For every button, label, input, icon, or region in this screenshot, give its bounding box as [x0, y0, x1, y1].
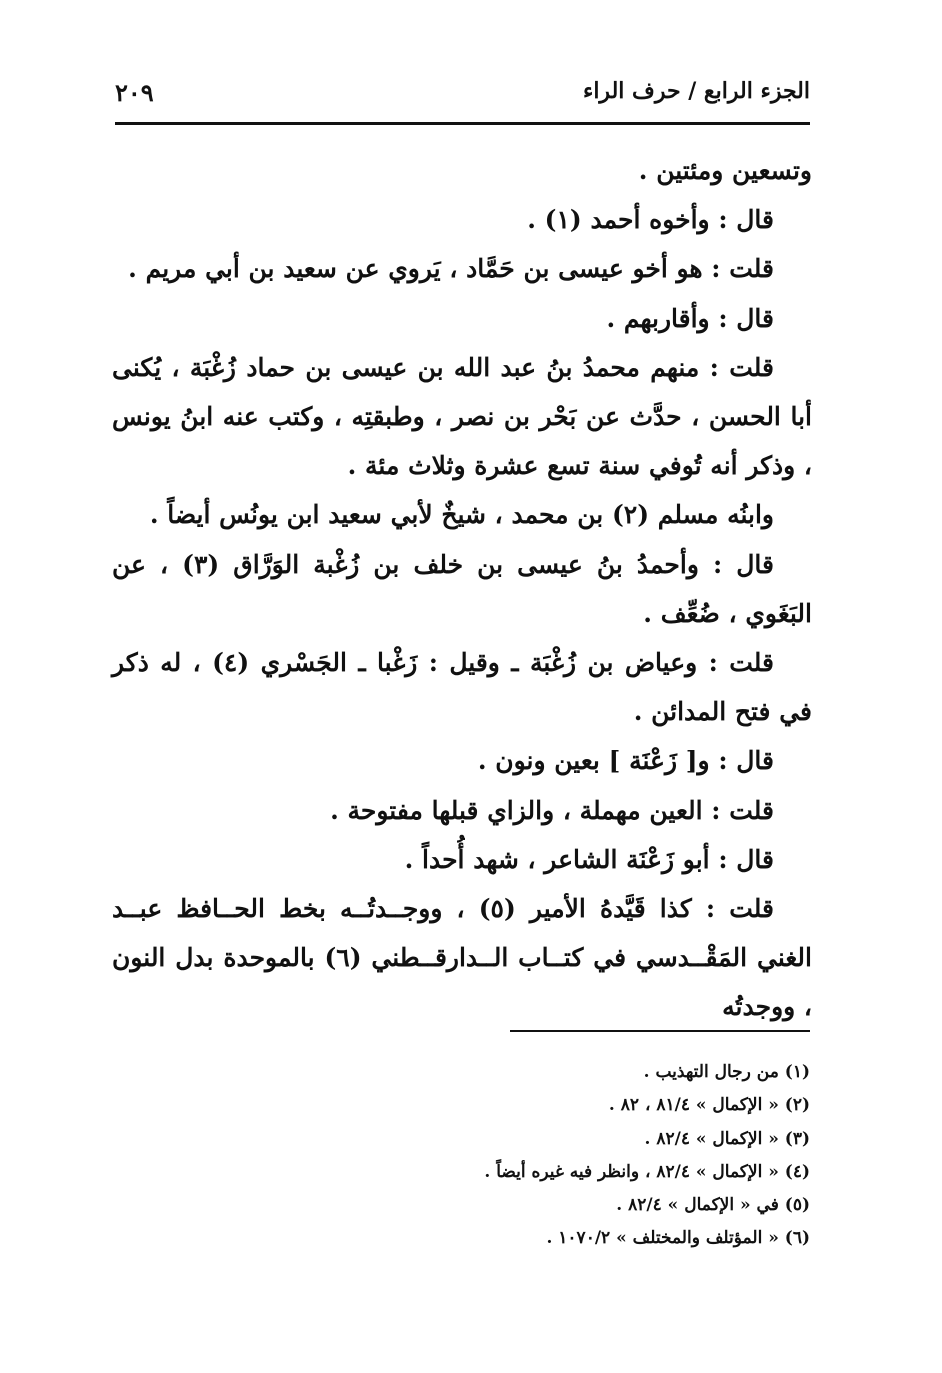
paragraph: قلت : العين مهملة ، والزاي قبلها مفتوحة . — [330, 795, 774, 825]
footnote: (٣) « الإكمال » ٨٢/٤ . — [644, 1128, 810, 1149]
paragraph: وابنُه مسلم (٢) بن محمد ، شيخٌ لأبي سعيد ابن يونُس أيضاً . — [149, 500, 774, 530]
paragraph: قال : وأحمدُ بنُ عيسى بن خلف بن زُغْبة الوَرَّاق (٣) ، عن البَغَوي ، ضُعِّف . — [112, 549, 812, 628]
footnote: (٤) « الإكمال » ٨٢/٤ ، وانظر فيه غيره أيضاً . — [484, 1161, 810, 1182]
paragraph: قال : وأقاربهم . — [606, 303, 774, 333]
page-header — [115, 78, 810, 118]
running-title: الجزء الرابع / حرف الراء — [582, 78, 810, 104]
page-number: ٢٠٩ — [115, 78, 154, 107]
paragraph: قال : أبو زَعْنَة الشاعر ، شهد أُحداً . — [404, 844, 774, 874]
footnotes — [112, 1056, 810, 1256]
footnote-separator — [510, 1030, 810, 1032]
paragraph: قلت : وعياض بن زُغْبَة ـ وقيل : زَغْبا ـ الجَسْري (٤) ، له ذكر في فتح المدائن . — [112, 648, 812, 727]
paragraph: وتسعين ومئتين . — [638, 156, 812, 185]
footnote: (١) من رجال التهذيب . — [643, 1062, 810, 1082]
paragraph: قلت : منهم محمدُ بنُ عبد الله بن عيسى بن حماد زُغْبَة ، يُكنى أبا الحسن ، حدَّث عن بَحْر بن نصر ، وطبقتِه ، وكتب عنه ابنُ يونس ، وذكر أنه تُوفي سنة تسع عشرة وثلاث مئة . — [112, 352, 812, 481]
header-rule — [115, 122, 810, 125]
paragraph: قال : و[ زَعْنَة ] بعين ونون . — [477, 746, 774, 776]
paragraph: قال : وأخوه أحمد (١) . — [527, 205, 774, 235]
footnote: (٢) « الإكمال » ٨١/٤ ، ٨٢ . — [608, 1095, 810, 1116]
footnote: (٦) « المؤتلف والمختلف » ١٠٧٠/٢ . — [546, 1228, 810, 1249]
paragraph: قلت : هو أخو عيسى بن حَمَّاد ، يَروي عن سعيد بن أبي مريم . — [128, 254, 774, 284]
paragraph: قلت : كذا قَيَّدهُ الأمير (٥) ، ووجــدتُــه بخط الحــافظ عبــد الغني المَقْــدسي في كتــاب الــدارقــطني (٦) بالموحدة بدل النون ، ووجدتُه — [112, 894, 812, 1022]
footnote: (٥) في « الإكمال » ٨٢/٤ . — [616, 1195, 810, 1216]
main-text — [112, 146, 812, 1032]
